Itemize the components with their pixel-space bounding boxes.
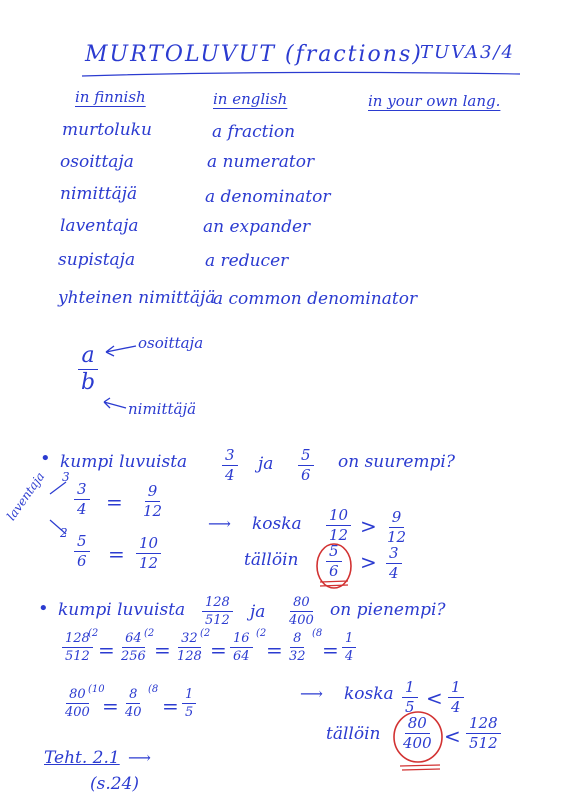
q2-chain-numerator: 16	[230, 632, 253, 648]
header-own-language: in your own lang.	[368, 92, 501, 110]
q1-expand1-d: 4	[77, 500, 87, 518]
q1-answer-n: 5	[326, 544, 342, 562]
q1-cmp-left	[326, 508, 351, 543]
vocab-fi-2: osoittaja	[60, 152, 134, 172]
q1-cmp-gt: >	[360, 514, 377, 538]
q2-cmp-right-d: 4	[451, 698, 461, 716]
q1-expand2-eq: =	[108, 542, 125, 566]
q1-answer-d: 6	[329, 562, 339, 580]
q2-chain-denominator: 256	[121, 649, 146, 664]
q1-expand2-rd: 12	[139, 554, 159, 572]
q2-chain-denominator: 64	[233, 649, 250, 664]
numerator-arrow	[106, 346, 136, 356]
q1-answer-right-d: 4	[389, 564, 399, 582]
q2-talloin: tällöin	[326, 724, 381, 744]
q2-cmp-lt: <	[426, 686, 443, 710]
q2-chain-equals: =	[154, 638, 171, 662]
q1-bullet: •	[40, 448, 51, 469]
q1-text-2: on suurempi?	[338, 452, 455, 472]
q2-chain2-fraction	[122, 688, 145, 719]
q2-chain-factor: (2	[256, 628, 267, 639]
q2-chain-denominator: 512	[65, 649, 90, 664]
q2-answer-d: 400	[403, 734, 432, 752]
q2-chain-equals: =	[266, 638, 283, 662]
q1-expand1-factor: 3	[62, 470, 70, 484]
q2-answer-double-underline	[400, 765, 440, 770]
vocab-fi-6: yhteinen nimittäjä	[58, 288, 216, 308]
q1-answer-gt: >	[360, 550, 377, 574]
page-title: MURTOLUVUT (fractions)	[85, 42, 423, 67]
q2-answer-lt: <	[444, 724, 461, 748]
q2-chain2-numerator: 80	[66, 688, 89, 704]
vocab-fi-4: laventaja	[60, 216, 139, 236]
footer-arrow: ⟶	[128, 748, 151, 767]
q1-expand1-rd: 12	[143, 502, 163, 520]
q2-chain2-denominator: 400	[65, 705, 90, 720]
q2-frac-b	[286, 596, 317, 627]
q2-cmp-left	[402, 680, 418, 715]
q1-side-label: laventaja	[4, 469, 48, 524]
q2-chain-equals: =	[210, 638, 227, 662]
q2-chain-numerator: 128	[62, 632, 93, 648]
q1-frac-a	[222, 448, 238, 483]
vocab-fi-5: supistaja	[58, 250, 136, 270]
q2-chain-numerator: 32	[178, 632, 201, 648]
q1-expand2-d: 6	[77, 552, 87, 570]
q1-frac-b	[298, 448, 314, 483]
q1-expand2-factor: 2	[60, 526, 68, 540]
footer-page: (s.24)	[90, 774, 140, 794]
q1-frac-b-d: 6	[301, 466, 311, 484]
q2-chain-equals: =	[322, 638, 339, 662]
q1-expand1-n: 3	[74, 482, 90, 500]
q2-chain-numerator: 64	[122, 632, 145, 648]
q1-ja: ja	[258, 454, 274, 474]
q1-expand2-rn: 10	[136, 536, 161, 554]
header-english: in english	[213, 90, 288, 108]
q2-frac-a-n: 128	[202, 596, 233, 612]
q2-chain2-numerator: 8	[126, 688, 140, 704]
q2-chain-fraction	[286, 632, 309, 663]
ab-denominator: b	[81, 370, 96, 395]
title-underline	[82, 72, 520, 76]
q2-chain-equals: =	[98, 638, 115, 662]
q2-chain-fraction	[342, 632, 356, 663]
vocab-en-5: a reducer	[205, 251, 289, 271]
vocab-en-2: a numerator	[207, 152, 315, 172]
vocab-en-6: a common denominator	[213, 289, 418, 309]
q1-expand1-frac	[74, 482, 90, 517]
q1-cmp-left-d: 12	[329, 526, 349, 544]
q2-frac-b-n: 80	[290, 596, 313, 612]
q1-talloin: tällöin	[244, 550, 299, 570]
q2-chain2-equals: =	[162, 694, 179, 718]
q2-answer	[400, 716, 435, 751]
q2-chain-factor: (2	[144, 628, 155, 639]
q2-chain-numerator: 1	[342, 632, 356, 648]
q2-chain2-factor: (8	[148, 684, 159, 695]
q1-answer	[326, 544, 342, 579]
q2-cmp-left-n: 1	[402, 680, 418, 698]
q2-chain-factor: (2	[88, 628, 99, 639]
q2-chain-factor: (2	[200, 628, 211, 639]
q2-bullet: •	[38, 598, 49, 619]
q2-chain2-fraction	[182, 688, 196, 719]
q1-koska-arrow: ⟶	[208, 514, 231, 533]
q2-cmp-right-n: 1	[448, 680, 464, 698]
ab-fraction	[78, 345, 98, 394]
q1-text-1: kumpi luvuista	[60, 452, 188, 472]
q2-frac-a-d: 512	[205, 613, 230, 628]
q1-koska: koska	[252, 514, 302, 534]
q2-chain-denominator: 128	[177, 649, 202, 664]
q1-expand1-rn: 9	[145, 484, 161, 502]
vocab-fi-3: nimittäjä	[60, 184, 138, 204]
q1-frac-a-n: 3	[222, 448, 238, 466]
q1-frac-a-d: 4	[225, 466, 235, 484]
q2-text-2: on pienempi?	[330, 600, 446, 620]
q2-text-1: kumpi luvuista	[58, 600, 186, 620]
q1-frac-b-n: 5	[298, 448, 314, 466]
vocab-fi-1: murtoluku	[62, 120, 152, 140]
q2-chain-denominator: 4	[345, 649, 354, 664]
q1-expand1-eq: =	[106, 490, 123, 514]
q2-chain-factor: (8	[312, 628, 323, 639]
q1-cmp-left-n: 10	[326, 508, 351, 526]
q2-chain-fraction	[230, 632, 253, 663]
q2-answer-right-n: 128	[466, 716, 501, 734]
q2-koska: koska	[344, 684, 394, 704]
numerator-label: osoittaja	[138, 334, 204, 352]
q2-chain2-numerator: 1	[182, 688, 196, 704]
q2-chain2-factor: (10	[88, 684, 105, 695]
footer-task: Teht. 2.1	[44, 748, 120, 768]
q2-answer-right-d: 512	[469, 734, 498, 752]
q2-cmp-right	[448, 680, 464, 715]
q1-cmp-right-n: 9	[389, 510, 405, 528]
header-finnish: in finnish	[75, 88, 146, 106]
q2-chain2-equals: =	[102, 694, 119, 718]
q1-answer-right-n: 3	[386, 546, 402, 564]
q2-answer-right	[466, 716, 501, 751]
course-code: TUVA3/4	[420, 42, 515, 63]
q1-expand2-frac	[74, 534, 90, 569]
vocab-en-4: an expander	[203, 217, 311, 237]
q1-cmp-right-d: 12	[387, 528, 407, 546]
q2-chain2-denominator: 40	[125, 705, 142, 720]
q1-cmp-right	[384, 510, 409, 545]
q2-chain-denominator: 32	[289, 649, 306, 664]
q2-answer-n: 80	[405, 716, 430, 734]
q2-frac-a	[202, 596, 233, 627]
q2-chain-numerator: 8	[290, 632, 304, 648]
q1-expand2-n: 5	[74, 534, 90, 552]
q2-cmp-left-d: 5	[405, 698, 415, 716]
q2-ja: ja	[250, 602, 266, 622]
q1-expand1-result	[140, 484, 165, 519]
q1-expand2-result	[136, 536, 161, 571]
denominator-arrow	[104, 398, 126, 408]
q1-answer-right	[386, 546, 402, 581]
vocab-en-1: a fraction	[212, 122, 296, 142]
q1-answer-double-underline	[320, 581, 348, 586]
q2-frac-b-d: 400	[289, 613, 314, 628]
q2-koska-arrow: ⟶	[300, 684, 323, 703]
denominator-label: nimittäjä	[128, 400, 197, 418]
q2-chain2-denominator: 5	[185, 705, 194, 720]
vocab-en-3: a denominator	[205, 187, 331, 207]
ab-numerator: a	[78, 345, 97, 370]
